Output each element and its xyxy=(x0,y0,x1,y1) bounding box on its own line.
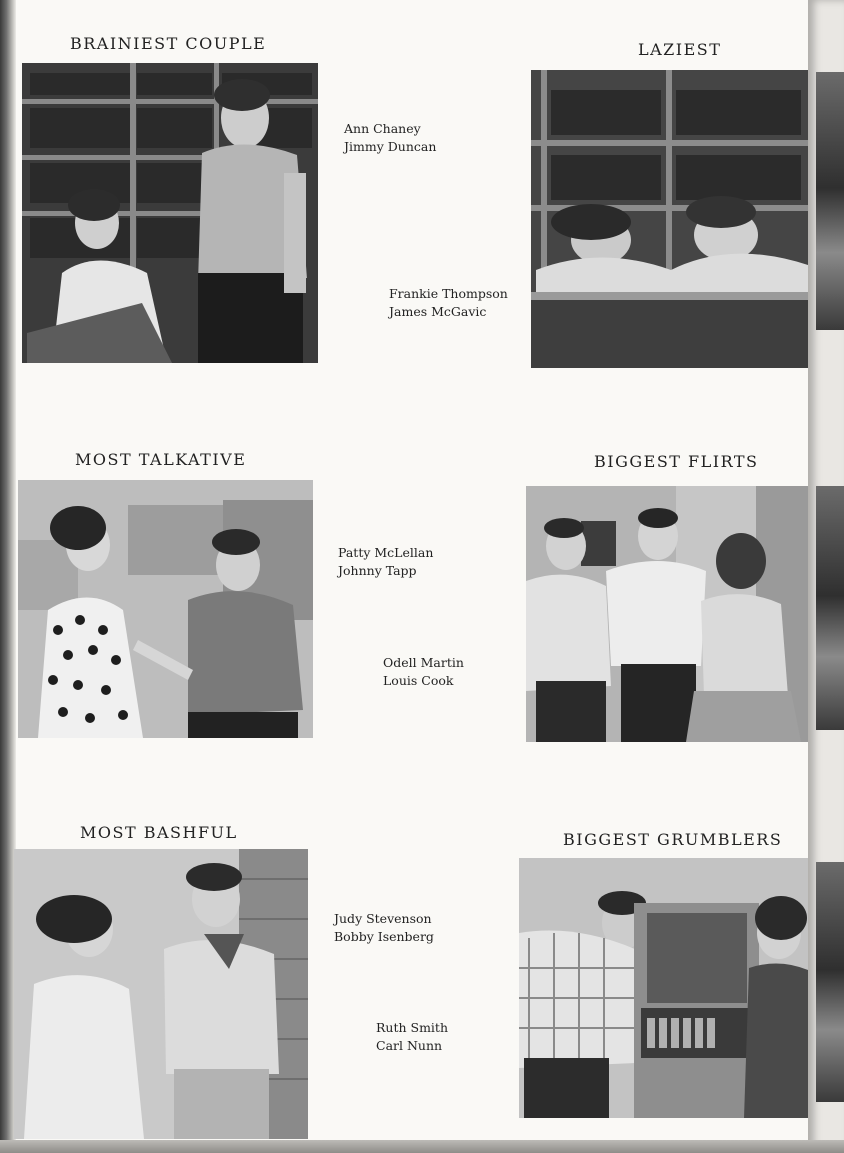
section-title-laziest: LAZIEST xyxy=(638,40,722,59)
name-line: James McGavic xyxy=(389,304,487,319)
name-line: Bobby Isenberg xyxy=(334,929,434,944)
names-most-talkative xyxy=(338,544,433,580)
photo-most-talkative xyxy=(18,480,313,738)
names-biggest-grumblers xyxy=(376,1019,448,1055)
photo-most-bashful xyxy=(14,849,308,1139)
name-line: Odell Martin xyxy=(383,655,464,670)
name-line: Johnny Tapp xyxy=(338,563,417,578)
adjacent-page-photo xyxy=(816,862,844,1102)
section-title-most-talkative: MOST TALKATIVE xyxy=(75,450,247,469)
section-title-most-bashful: MOST BASHFUL xyxy=(80,823,238,842)
name-line: Ruth Smith xyxy=(376,1020,448,1035)
section-title-biggest-flirts: BIGGEST FLIRTS xyxy=(594,452,759,471)
names-laziest xyxy=(389,285,508,321)
names-brainiest-couple xyxy=(344,120,436,156)
names-most-bashful xyxy=(334,910,434,946)
names-biggest-flirts xyxy=(383,654,464,690)
name-line: Jimmy Duncan xyxy=(344,139,437,154)
adjacent-page-photo xyxy=(816,72,844,330)
name-line: Louis Cook xyxy=(383,673,454,688)
adjacent-page-photo xyxy=(816,486,844,730)
name-line: Frankie Thompson xyxy=(389,286,508,301)
name-line: Patty McLellan xyxy=(338,545,434,560)
name-line: Judy Stevenson xyxy=(334,911,432,926)
photo-laziest xyxy=(531,70,808,368)
name-line: Ann Chaney xyxy=(344,121,421,136)
photo-brainiest-couple xyxy=(22,63,318,363)
photo-biggest-flirts xyxy=(526,486,808,742)
name-line: Carl Nunn xyxy=(376,1038,443,1053)
section-title-biggest-grumblers: BIGGEST GRUMBLERS xyxy=(563,830,783,849)
section-title-brainiest-couple: BRAINIEST COUPLE xyxy=(70,34,267,53)
page-bottom-edge xyxy=(0,1140,844,1153)
photo-biggest-grumblers xyxy=(519,858,808,1118)
